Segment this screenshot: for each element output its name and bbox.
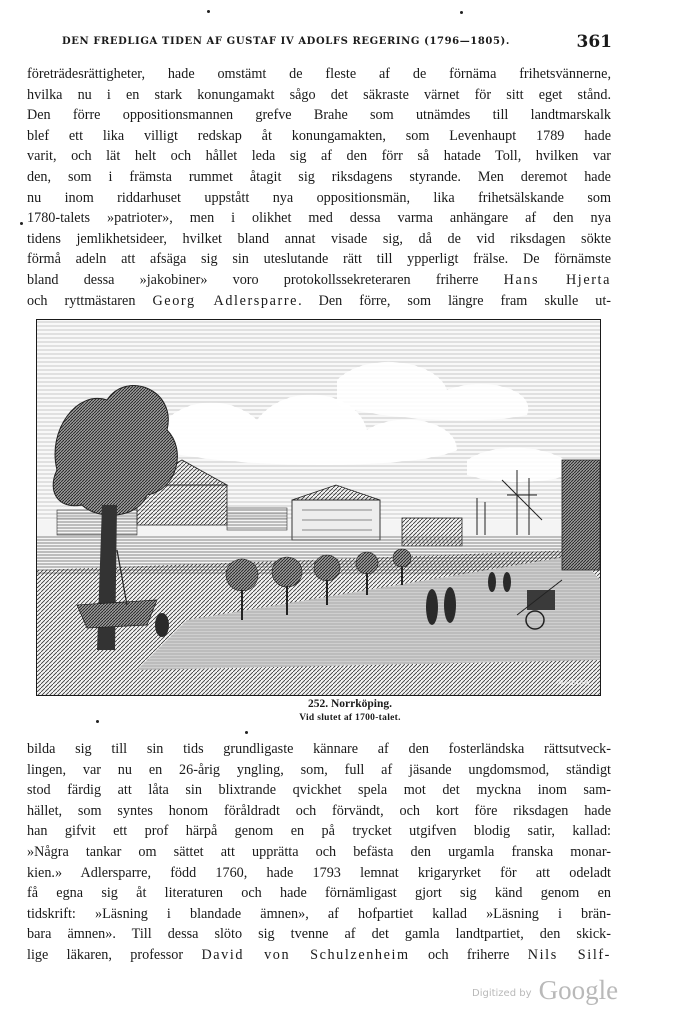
page-number: 361	[576, 32, 612, 52]
text-line: tidens jemlikhetsideer, hvilket bland annat visade sig, då de vid riksdagen sökte	[27, 230, 611, 247]
person-name-adlersparre: Georg Adlersparre	[152, 292, 299, 309]
text-line: hvilka nu i en stark konungamakt sågo det säkraste värnet för sitt eget stånd.	[27, 86, 611, 103]
figure-title: Norrköping.	[330, 698, 393, 710]
text-line: hället, som syntes honom föråldradt och förvändt, och kort före riksdagen hade	[27, 802, 611, 819]
text-line: Den förre oppositionsmannen grefve Brahe som utnämdes till landtmarskalk	[27, 107, 611, 124]
text-segment: . Den förre, som längre fram skulle ut-	[298, 292, 612, 309]
text-segment: och friherre	[428, 946, 510, 963]
text-segment: bland dessa »jakobiner» voro protokollssekreteraren friherre	[27, 271, 479, 288]
text-line: varit, och lät helt och hållet leda sig af den förr så hatade Toll, hvilken var	[27, 148, 611, 165]
body-paragraph-top	[27, 64, 611, 311]
text-line	[27, 945, 611, 966]
print-speck	[207, 10, 210, 13]
text-line: blef ett lika villigt redskap åt konungamakten, som Levenhaupt 1789 hade	[27, 127, 611, 144]
text-line	[27, 291, 611, 312]
text-line: bara ämnen». Till dessa slöto sig tvenne af det gamla landtpartiet, den skick-	[27, 926, 611, 943]
text-line: få egna sig åt literaturen och hade förnämligast gjort sig känd genom en	[27, 885, 611, 902]
body-paragraph-bottom	[27, 739, 611, 966]
print-speck	[460, 11, 463, 14]
text-line: nu inom riddarhuset uppstått nya oppositionsmän, lika frihetsälskande som	[27, 189, 611, 206]
figure-subtitle: Vid slutet af 1700-talet.	[299, 713, 401, 723]
engraving-figure	[36, 319, 601, 696]
text-line: den, som i främsta rummet åtagit sig riksdagens styrande. Men deremot hade	[27, 168, 611, 185]
text-line: förmå adeln att afsäga sig sin uteslutande rätt till ypperligt frälse. De förnämste	[27, 251, 611, 268]
print-speck	[20, 222, 23, 225]
text-segment: och ryttmästaren	[27, 292, 136, 309]
text-line: kien.» Adlersparre, född 1760, hade 1793 lemnat krigaryrket för att odeladt	[27, 864, 611, 881]
text-line: lingen, var nu en 26-årig yngling, som, full af jäsande ungdomsmod, ständigt	[27, 761, 611, 778]
watermark-brand: Google	[538, 975, 619, 1005]
running-title: DEN FREDLIGA TIDEN AF GUSTAF IV ADOLFS REGERING (1796—1805).	[62, 36, 510, 47]
figure-caption	[0, 698, 700, 710]
engraver-signature: W.MEYER	[556, 679, 589, 687]
figure-number: 252.	[307, 698, 329, 710]
text-segment: lige läkaren, professor	[27, 946, 184, 963]
text-line: bilda sig till sin tids grundligaste kännare af den fosterländska rättsutveck-	[27, 741, 611, 757]
norrkoping-engraving	[37, 320, 600, 695]
text-line: företrädesrättigheter, hade omstämt de fleste af de förnäma frihetsvännerne,	[27, 66, 611, 82]
text-line: han gifvit ett prof härpå genom en på trycket utgifven blodig satir, kallad:	[27, 823, 611, 840]
person-name-schulzenheim: David von Schulzenheim	[201, 946, 410, 963]
text-line: tidskrift: »Läsning i blandade ämnen», af hofpartiet kallad »Läsning i brän-	[27, 905, 611, 922]
text-line	[27, 270, 611, 291]
text-line: stod färdig att låta sin blixtrande qvickhet spela mot det myckna inom sam-	[27, 782, 611, 799]
watermark-prefix: Digitized by	[472, 988, 532, 999]
person-name-hjerta: Hans Hjerta	[503, 271, 611, 288]
print-speck	[245, 731, 248, 734]
text-line: 1780-talets »patrioter», men i olikhet med dessa varma anhängare af den nya	[27, 210, 611, 227]
google-watermark	[472, 975, 618, 1006]
person-name-silf: Nils Silf-	[527, 946, 612, 963]
page-header	[62, 34, 612, 56]
text-line: »Några tankar om sättet att upprätta och befästa den urgamla franska monar-	[27, 843, 611, 860]
